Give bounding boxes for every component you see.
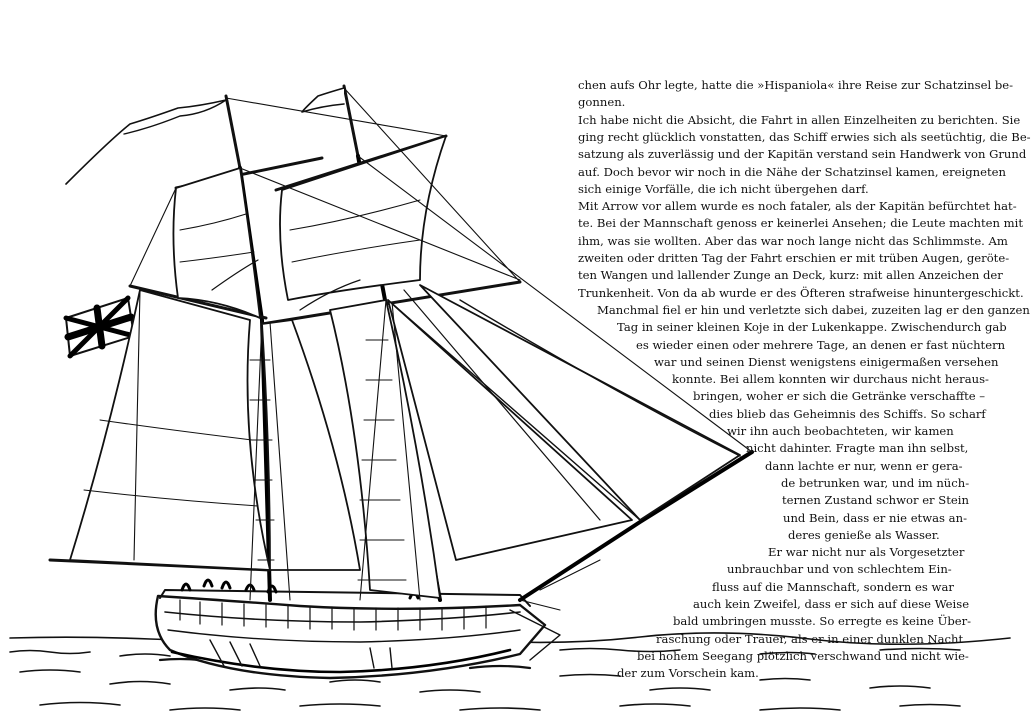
text-line: bringen, woher er sich die Getränke verschaffte –	[693, 389, 986, 404]
text-line: te. Bei der Mannschaft genoss er keinerlei Ansehen; die Leute machten mit	[578, 216, 1024, 231]
text-line: dies blieb das Geheimnis des Schiffs. So scharf	[709, 406, 986, 421]
text-line: bei hohem Seegang plötzlich verschwand und nicht wie-	[637, 648, 969, 663]
text-line: der zum Vorschein kam.	[617, 666, 759, 681]
text-line: bald umbringen musste. So erregte es keine Über-	[673, 614, 972, 629]
text-line: nicht dahinter. Fragte man ihn selbst,	[746, 441, 969, 456]
text-line: es wieder einen oder mehrere Tage, an denen er fast nüchtern	[636, 337, 1006, 352]
text-line: konnte. Bei allem konnten wir durchaus nicht heraus-	[672, 372, 989, 387]
text-line: gonnen.	[578, 95, 626, 110]
text-line: de betrunken war, und im nüch-	[781, 475, 970, 490]
text-line: sich einige Vorfälle, die ich nicht übergehen darf.	[578, 181, 869, 196]
text-line: deres genieße als Wasser.	[788, 527, 940, 542]
text-line: wir ihn auch beobachteten, wir kamen	[727, 424, 954, 438]
text-line: unbrauchbar und von schlechtem Ein-	[727, 562, 952, 577]
text-line: raschung oder Trauer, als er in einer dunklen Nacht	[656, 631, 964, 646]
text-line: satzung als zuverlässig und der Kapitän verstand sein Handwerk von Grund	[578, 147, 1027, 162]
text-line: ternen Zustand schwor er Stein	[782, 493, 969, 508]
text-line: Tag in seiner kleinen Koje in der Lukenkappe. Zwischendurch gab	[617, 320, 1007, 335]
text-line: Trunkenheit. Von da ab wurde er des Öfteren strafweise hinuntergeschickt.	[578, 285, 1024, 300]
text-line: ten Wangen und lallender Zunge an Deck, kurz: mit allen Anzeichen der	[578, 268, 1003, 283]
text-line: zweiten oder dritten Tag der Fahrt erschien er mit trüben Augen, geröte-	[578, 251, 1010, 265]
text-line: ihm, was sie wollten. Aber das war noch lange nicht das Schlimmste. Am	[578, 233, 1008, 248]
text-line: ging recht glücklich vonstatten, das Schiff erwies sich als seetüchtig, die Be-	[578, 129, 1031, 144]
text-line: Manchmal fiel er hin und verletzte sich dabei, zuzeiten lag er den ganzen	[597, 302, 1030, 317]
text-line: und Bein, dass er nie etwas an-	[783, 510, 967, 525]
text-line: Ich habe nicht die Absicht, die Fahrt in allen Einzelheiten zu berichten. Sie	[578, 112, 1021, 127]
text-line: auch kein Zweifel, dass er sich auf diese Weise	[693, 597, 970, 611]
text-line: Er war nicht nur als Vorgesetzter	[768, 545, 965, 560]
text-line: fluss auf die Mannschaft, sondern es war	[712, 579, 954, 594]
text-line: dann lachte er nur, wenn er gera-	[765, 458, 963, 473]
text-line: war und seinen Dienst wenigstens einigermaßen versehen	[654, 354, 999, 369]
text-line: auf. Doch bevor wir noch in die Nähe der Schatzinsel kamen, ereigneten	[578, 164, 1006, 179]
text-line: Mit Arrow vor allem wurde es noch fataler, als der Kapitän befürchtet hat-	[578, 199, 1017, 214]
text-line: chen aufs Ohr legte, hatte die »Hispaniola« ihre Reise zur Schatzinsel be-	[578, 78, 1014, 92]
